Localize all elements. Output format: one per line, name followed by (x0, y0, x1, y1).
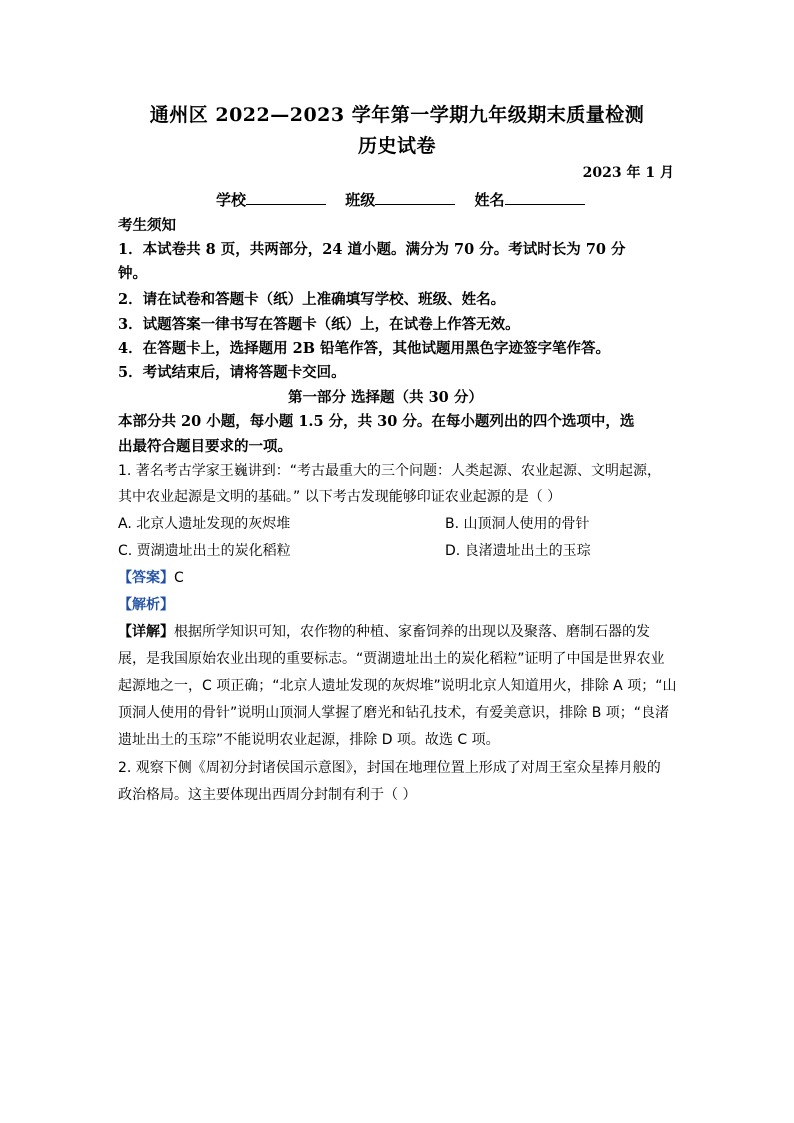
school-label: 学校 (216, 191, 247, 209)
notice-item: 1．本试卷共 8 页，共两部分，24 道小题。满分为 70 分。考试时长为 70 分 (118, 241, 626, 258)
q1-option-b[interactable]: B. 山顶洞人使用的骨针 (445, 516, 590, 532)
q1-option-c[interactable]: C. 贾湖遗址出土的炭化稻粒 (118, 543, 291, 559)
q1-option-d[interactable]: D. 良渚遗址出土的玉琮 (445, 543, 591, 559)
student-info-row (216, 189, 599, 210)
class-label: 班级 (345, 191, 376, 209)
q1-detail-line: 遗址出土的玉琮”不能说明农业起源，排除 D 项。故选 C 项。 (118, 732, 500, 748)
notice-item: 4．在答题卡上，选择题用 2B 铅笔作答，其他试题用黑色字迹签字笔作答。 (118, 340, 611, 357)
q1-stem: 其中农业起源是文明的基础。” 以下考古发现能够印证农业起源的是（ ） (118, 489, 562, 505)
part1-intro: 本部分共 20 小题，每小题 1.5 分，共 30 分。在每小题列出的四个选项中，选 (118, 413, 635, 430)
answer-tag: 【答案】 (118, 570, 174, 586)
exam-date: 2023 年 1 月 (582, 165, 674, 181)
name-label: 姓名 (474, 191, 505, 209)
name-blank[interactable] (505, 192, 585, 205)
class-blank[interactable] (375, 192, 455, 205)
q2-stem: 2. 观察下侧《周初分封诸侯国示意图》，封国在地理位置上形成了对周王室众星捧月般的 (118, 760, 661, 776)
answer-value: C (174, 570, 184, 586)
q1-option-a[interactable]: A. 北京人遗址发现的灰烬堆 (118, 516, 291, 532)
part1-heading: 第一部分 选择题（共 30 分） (288, 389, 483, 406)
detail-tag: 【详解】 (118, 624, 174, 640)
q1-answer (118, 567, 184, 587)
exam-title: 通州区 2022—2023 学年第一学期九年级期末质量检测 (149, 104, 645, 126)
notice-item: 3．试题答案一律书写在答题卡（纸）上，在试卷上作答无效。 (118, 316, 520, 333)
notice-item: 5．考试结束后，请将答题卡交回。 (118, 364, 346, 381)
q1-detail-line: 顶洞人使用的骨针”说明山顶洞人掌握了磨光和钻孔技术，有爱美意识，排除 B 项；“良渚 (118, 705, 670, 721)
part1-intro: 出最符合题目要求的一项。 (118, 438, 292, 455)
detail-text: 根据所学知识可知，农作物的种植、家畜饲养的出现以及聚落、磨制石器的发 (174, 624, 650, 640)
q1-analysis-tag: 【解析】 (118, 597, 174, 613)
q1-stem: 1. 著名考古学家王巍讲到：“考古最重大的三个问题：人类起源、农业起源、文明起源， (118, 463, 662, 479)
q2-stem: 政治格局。这主要体现出西周分封制有利于（ ） (118, 787, 417, 803)
notice-item: 钟。 (118, 265, 147, 282)
q1-detail-line (118, 621, 650, 641)
notice-heading: 考生须知 (118, 217, 176, 234)
q1-detail-line: 起源地之一，C 项正确；“北京人遗址发现的灰烬堆”说明北京人知道用火，排除 A 项；“山 (118, 678, 677, 694)
q1-detail-line: 展，是我国原始农业出现的重要标志。“贾湖遗址出土的炭化稻粒”证明了中国是世界农业 (118, 651, 665, 667)
notice-item: 2．请在试卷和答题卡（纸）上准确填写学校、班级、姓名。 (118, 291, 506, 308)
school-blank[interactable] (246, 192, 326, 205)
exam-subtitle: 历史试卷 (357, 135, 436, 157)
